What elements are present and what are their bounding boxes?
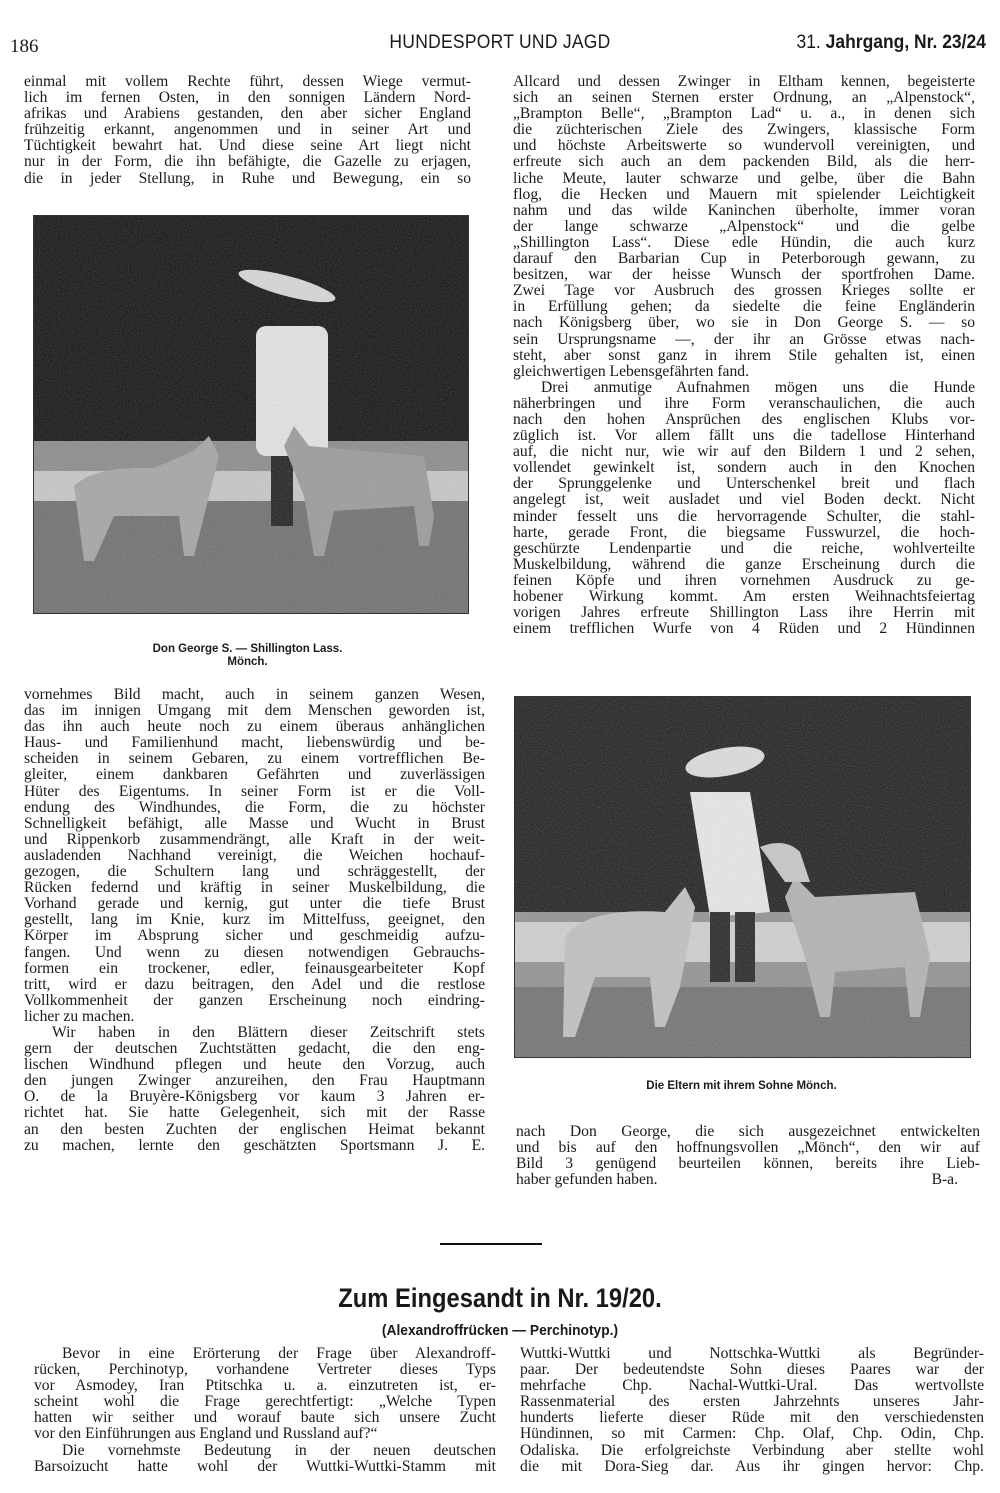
text-line: minder fesselt uns die hervorragende Schulter, die stahl- <box>513 507 975 525</box>
text-line: an den besten Zuchten der englischen Heimat bekannt <box>24 1120 485 1138</box>
text-line: flog, die Hecken und Mauern mit spielender Leichtigkeit <box>513 185 975 203</box>
text-line: Schnelligkeit befähigt, alle Masse und Wucht in Brust <box>24 814 485 832</box>
text-line: feinen Köpfe und ihren vornehmen Ausdruck zu ge- <box>513 571 975 589</box>
issue-volume: 31. <box>796 32 821 53</box>
photo-illustration <box>34 216 468 613</box>
photo-parents-with-son-moench <box>514 696 971 1058</box>
paragraph <box>34 1443 496 1475</box>
author-signature: B-a. <box>931 1171 958 1189</box>
text-line: Wuttki-Wuttki und Nottschka-Wuttki als Begründer- <box>520 1345 984 1362</box>
text-line: und Rippenkorb zusammendrängt, alle Kraft in der weit- <box>24 830 485 848</box>
paragraph <box>513 74 975 380</box>
text-line: Zwei Tage vor Ausbruch des grossen Krieges sollte er <box>513 282 975 300</box>
text-line: einmal mit vollem Rechte führt, dessen Wiege vermut- <box>24 73 471 90</box>
text-line: Allcard und dessen Zwinger in Eltham kennen, begeisterte <box>513 73 975 90</box>
right-column-top <box>513 74 975 637</box>
text-line: lischen Windhund pflegen und heute den Vorzug, auch <box>24 1056 485 1074</box>
text-line: paar. Der bedeutendste Sohn dieses Paares war der <box>520 1361 984 1379</box>
text-line: „Brampton Belle“, „Brampton Lad“ u. a., in denen sich <box>513 105 975 123</box>
running-title: HUNDESPORT UND JAGD <box>389 32 611 53</box>
text-line: Rücken federnd und kräftig in seiner Muskelbildung, die <box>24 879 485 897</box>
text-line: liche Meute, lauter schwarze und gelbe, über die Bahn <box>513 169 975 187</box>
text-line: Rassenmaterial des ersten Jahrzehnts unseres Jahr- <box>520 1393 984 1411</box>
text-line: sein Ursprungsname —, der ihr an Grösse etwas nach- <box>513 330 975 348</box>
text-line: steht, aber sonst ganz in ihrem Stile gehalten ist, einen <box>513 346 975 364</box>
text-line: Barsoizucht hatte wohl der Wuttki-Wuttki-Stamm mit <box>34 1457 496 1475</box>
paragraph <box>24 74 471 187</box>
text-line: nahm und das wilde Kaninchen überholte, immer voran <box>513 201 975 219</box>
text-line: in Erfüllung gehen; da siedelte die feine Engländerin <box>513 298 975 316</box>
text-line: Vollkommenheit der ganzen Erscheinung noch eindring- <box>24 991 485 1009</box>
paragraph <box>24 687 485 1025</box>
figure1-caption-line2: Mönch. <box>227 656 268 668</box>
text-line: gleichwertigen Lebensgefährten fand. <box>513 362 749 380</box>
text-line: geschürzte Lendenpartie und die reiche, wohlverteilte <box>513 539 975 557</box>
figure1-caption-line1: Don George S. — Shillington Lass. <box>152 643 343 655</box>
paragraph <box>34 1346 496 1443</box>
text-line: die in jeder Stellung, in Ruhe und Bewegung, ein so <box>24 169 471 187</box>
article2-headline: Zum Eingesandt in Nr. 19/20. <box>338 1283 662 1313</box>
text-line: und höchste Arbeitswerte so wundervoll vereinigten, und <box>513 137 975 155</box>
text-line: hatten wir seither und worauf baute sich unsere Zucht <box>34 1409 496 1427</box>
text-line: sich an seinen Sternen erster Ordnung, an „Alpenstock“, <box>513 89 975 107</box>
text-line: zu machen, lernte den geschätzten Sportsmann J. E. <box>24 1136 485 1154</box>
text-line: gern der deutschen Zuchtstätten gedacht, die den eng- <box>24 1040 485 1058</box>
photo-girl-with-two-greyhounds <box>33 215 469 614</box>
text-line: die züchterischen Ziele des Zwingers, klassische Form <box>513 121 975 139</box>
text-line: Hündinnen, so mit Carmen: Chp. Olaf, Chp. Odin, Chp. <box>520 1425 984 1443</box>
figure1-caption <box>24 643 471 669</box>
text-line: gestellt, lang im Knie, kurz im Mittelfuss, geeignet, den <box>24 911 485 929</box>
text-line: afrikas und Arabiens gestanden, den aber sicher England <box>24 105 471 123</box>
text-line: das im innigen Umgang mit dem Menschen geworden ist, <box>24 702 485 720</box>
text-line: hunderts lieferte dieser Rüde mit den verschiedensten <box>520 1409 984 1427</box>
article2-right-column <box>520 1346 984 1475</box>
text-line: darauf den Barbarian Cup in Peterborough gewann, zu <box>513 250 975 268</box>
text-line: Bevor in eine Erörterung der Frage über Alexandroff- <box>62 1345 496 1362</box>
figure2-caption: Die Eltern mit ihrem Sohne Mönch. <box>646 1080 837 1092</box>
text-line: O. de la Bruyère-Königsberg vor kaum 3 Jahren er- <box>24 1088 485 1106</box>
text-line: gleiter, einem dankbaren Gefährten und zuverlässigen <box>24 766 485 784</box>
article2-left-column <box>34 1346 496 1475</box>
text-line: Bild 3 genügend beurteilen können, bereits ihre Lieb- <box>516 1155 980 1173</box>
text-line: nur in der Form, die ihn befähigte, die Gazelle zu erjagen, <box>24 153 471 171</box>
text-line: Tüchtigkeit bewahrt hat. Und diese seine Art liegt nicht <box>24 137 471 155</box>
text-line: den jungen Zwinger anzureihen, den Frau Hauptmann <box>24 1072 485 1090</box>
text-line: vollendet gewinkelt ist, sondern auch in den Knochen <box>513 459 975 477</box>
page-number: 186 <box>10 36 39 57</box>
issue-info <box>797 32 986 54</box>
text-line: auf, die nicht nur, wie wir auf den Bildern 1 und 2 sehen, <box>513 443 975 461</box>
paragraph <box>516 1124 980 1188</box>
text-line: nach Königsberg über, wo sie in Don George S. — so <box>513 314 975 332</box>
text-line: rücken, Perchinotyp, vorhandene Vertreter dieses Typs <box>34 1361 496 1379</box>
text-line: lich im fernen Osten, in den sonnigen Ländern Nord- <box>24 89 471 107</box>
paragraph <box>520 1346 984 1475</box>
left-column-bottom <box>24 687 485 1154</box>
paragraph <box>24 1025 485 1154</box>
right-column-bottom <box>516 1124 980 1188</box>
text-line: der lange schwarze „Alpenstock“ und die gelbe <box>513 217 975 235</box>
text-line: scheiden in seinem Gebaren, zu einem vortrefflichen Be- <box>24 750 485 768</box>
text-line: haber gefunden haben. B-a. <box>516 1171 958 1189</box>
text-line: frühzeitig erkannt, angenommen und in seiner Art und <box>24 121 471 139</box>
text-line: harte, gerade Front, die biegsame Fusswurzel, die hoch- <box>513 523 975 541</box>
text-line: tritt, wird er dazu beitragen, den Adel und die restlose <box>24 975 485 993</box>
text-line: Vorhand gerade und kernig, gut unter die tiefe Brust <box>24 895 485 913</box>
text-line: vorigen Jahres erfreute Shillington Lass ihre Herrin mit <box>513 604 975 622</box>
article2-subheadline: (Alexandroffrücken — Perchinotyp.) <box>381 1322 619 1339</box>
text-line: mehrfache Chp. Nachal-Wuttki-Ural. Das wertvollste <box>520 1377 984 1395</box>
text-line: gezogen, die Schultern lang und schräggestellt, der <box>24 863 485 881</box>
text-line: Drei anmutige Aufnahmen mögen uns die Hunde <box>541 378 975 396</box>
text-line: formen ein trockener, edler, feinausgearbeiteter Kopf <box>24 959 485 977</box>
text-line: Odaliska. Die erfolgreichste Verbindung aber stellte wohl <box>520 1441 984 1459</box>
text-line: Hüter des Eigentums. In seiner Form ist er die Voll- <box>24 782 485 800</box>
left-column-top <box>24 74 471 187</box>
text-line: vor den Einführungen aus England und Russland auf?“ <box>34 1425 378 1443</box>
text-line: vor Asmodey, Iran Ptitschka u. a. einzutreten ist, er- <box>34 1377 496 1395</box>
issue-label: Jahrgang, Nr. 23/24 <box>825 32 986 53</box>
text-line: scheint wohl die Frage gerechtfertigt: „Welche Typen <box>34 1393 496 1411</box>
text-line: Wir haben in den Blättern dieser Zeitschrift stets <box>52 1023 485 1041</box>
text-line: Muskelbildung, während die ganze Erscheinung durch die <box>513 555 975 573</box>
photo-illustration <box>515 697 970 1057</box>
paragraph <box>513 380 975 638</box>
text-line: nach den hohen Ansprüchen des englischen Klubs vor- <box>513 410 975 428</box>
text-line: hobener Wirkung kommt. Am ersten Weihnachtsfeiertag <box>513 588 975 605</box>
text-line: erfreute sich auch an dem packenden Bild, als die herr- <box>513 153 975 171</box>
text-line: vornehmes Bild macht, auch in seinem ganzen Wesen, <box>24 686 485 703</box>
text-line: nach Don George, die sich ausgezeichnet entwickelten <box>516 1123 980 1140</box>
text-line: Die vornehmste Bedeutung in der neuen deutschen <box>62 1441 496 1459</box>
text-line: richtet hat. Sie hatte Gelegenheit, sich mit der Rasse <box>24 1104 485 1122</box>
text-line: züglich ist. Vor allem fällt uns die tadellose Hinterhand <box>513 427 975 445</box>
text-line: licher zu machen. <box>24 1007 135 1025</box>
text-line: näherbringen und ihre Form veranschaulichen, die auch <box>513 394 975 412</box>
text-line: endung des Windhundes, die Form, die zu höchster <box>24 798 485 816</box>
text-line: und bis auf den hoffnungsvollen „Mönch“, den wir auf <box>516 1139 980 1157</box>
text-line: die mit Dora-Sieg dar. Aus ihr gingen hervor: Chp. <box>520 1457 984 1475</box>
text-line: fangen. Und wenn zu diesen notwendigen Gebrauchs- <box>24 943 485 961</box>
text-line: besitzen, war der heisse Wunsch der sportfrohen Dame. <box>513 266 975 284</box>
text-line: der Sprunggelenke und Unterschenkel breit und flach <box>513 475 975 493</box>
text-line: Körper im Absprung sicher und geschmeidig aufzu- <box>24 927 485 945</box>
text-line: Haus- und Familienhund macht, liebenswürdig und be- <box>24 734 485 752</box>
text-line: „Shillington Lass“. Diese edle Hündin, die auch kurz <box>513 233 975 251</box>
text-line: das ihn auch heute noch zu einem überaus anhänglichen <box>24 718 485 736</box>
text-line: angelegt ist, weit ausladet und viel Boden deckt. Nicht <box>513 491 975 509</box>
text-line: ausladenden Nachhand vereinigt, die Weichen hochauf- <box>24 846 485 864</box>
text-line: einem trefflichen Wurfe von 4 Rüden und 2 Hündinnen <box>513 620 975 638</box>
section-divider <box>440 1243 542 1245</box>
